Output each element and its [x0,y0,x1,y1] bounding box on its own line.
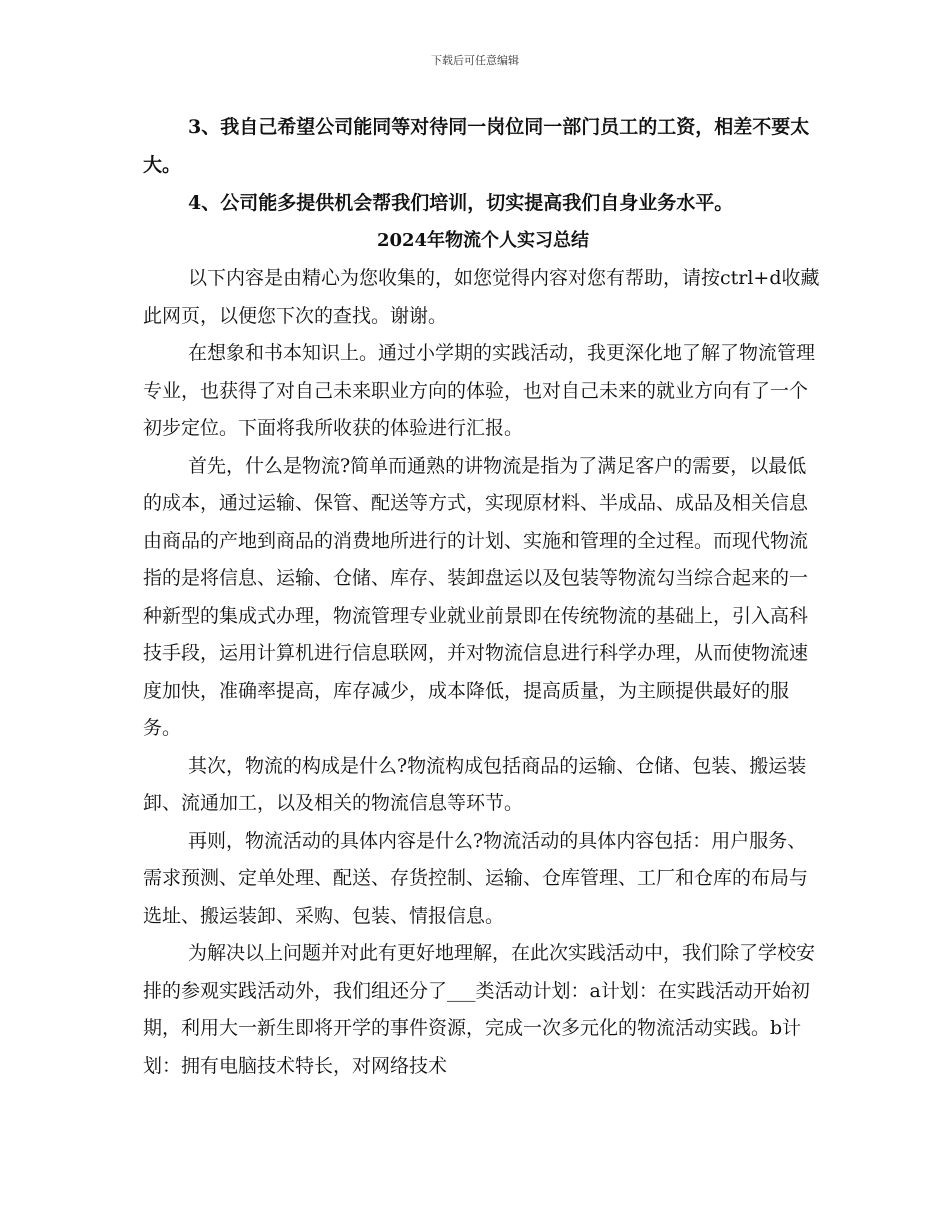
list-item: 4、公司能多提供机会帮我们培训，切实提高我们自身业务水平。 [188,192,734,214]
paragraph: 首先，什么是物流?简单而通熟的讲物流是指为了满足客户的需要，以最低的成本，通过运输、保管、配送等方式，实现原材料、半成品、成品及相关信息由商品的产地到商品的消费地所进行的计划、实施和管理的全过程。而现代物流指的是将信息、运输、仓储、库存、装卸盘运以及包装等物流勾当综合起来的一种新型的集成式办理，物流管理专业就业前景即在传统物流的基础上，引入高科技手段，运用计算机进行信息联网，并对物流信息进行科学办理，从而使物流速度加快，准确率提高，库存减少，成本降低，提高质量，为主顾提供最好的服务。 [143,454,809,739]
page-header: 下载后可任意编辑 [431,54,519,67]
paragraph: 再则，物流活动的具体内容是什么?物流活动的具体内容包括：用户服务、需求预测、定单处理、配送、存货控制、运输、仓库管理、工厂和仓库的布局与选址、搬运装卸、采购、包装、情报信息。 [143,829,809,927]
document-body [143,108,823,1085]
document-title: 2024年物流个人实习总结 [376,230,590,251]
list-item: 3、我自己希望公司能同等对待同一岗位同一部门员工的工资，相差不要太大。 [143,116,810,176]
paragraph: 为解决以上问题并对此有更好地理解，在此次实践活动中，我们除了学校安排的参观实践活动外，我们组还分了___类活动计划：a计划：在实践活动开始初期，利用大一新生即将开学的事件资源，完成一次多元化的物流活动实践。b计划：拥有电脑技术特长，对网络技术 [143,942,816,1077]
paragraph: 在想象和书本知识上。通过小学期的实践活动，我更深化地了解了物流管理专业，也获得了对自己未来职业方向的体验，也对自己未来的就业方向有了一个初步定位。下面将我所收获的体验进行汇报。 [143,342,816,439]
paragraph: 其次，物流的构成是什么?物流构成包括商品的运输、仓储、包装、搬运装卸、流通加工，以及相关的物流信息等环节。 [143,754,807,814]
paragraph: 以下内容是由精心为您收集的，如您觉得内容对您有帮助，请按ctrl+d收藏此网页，以便您下次的查找。谢谢。 [143,267,820,327]
